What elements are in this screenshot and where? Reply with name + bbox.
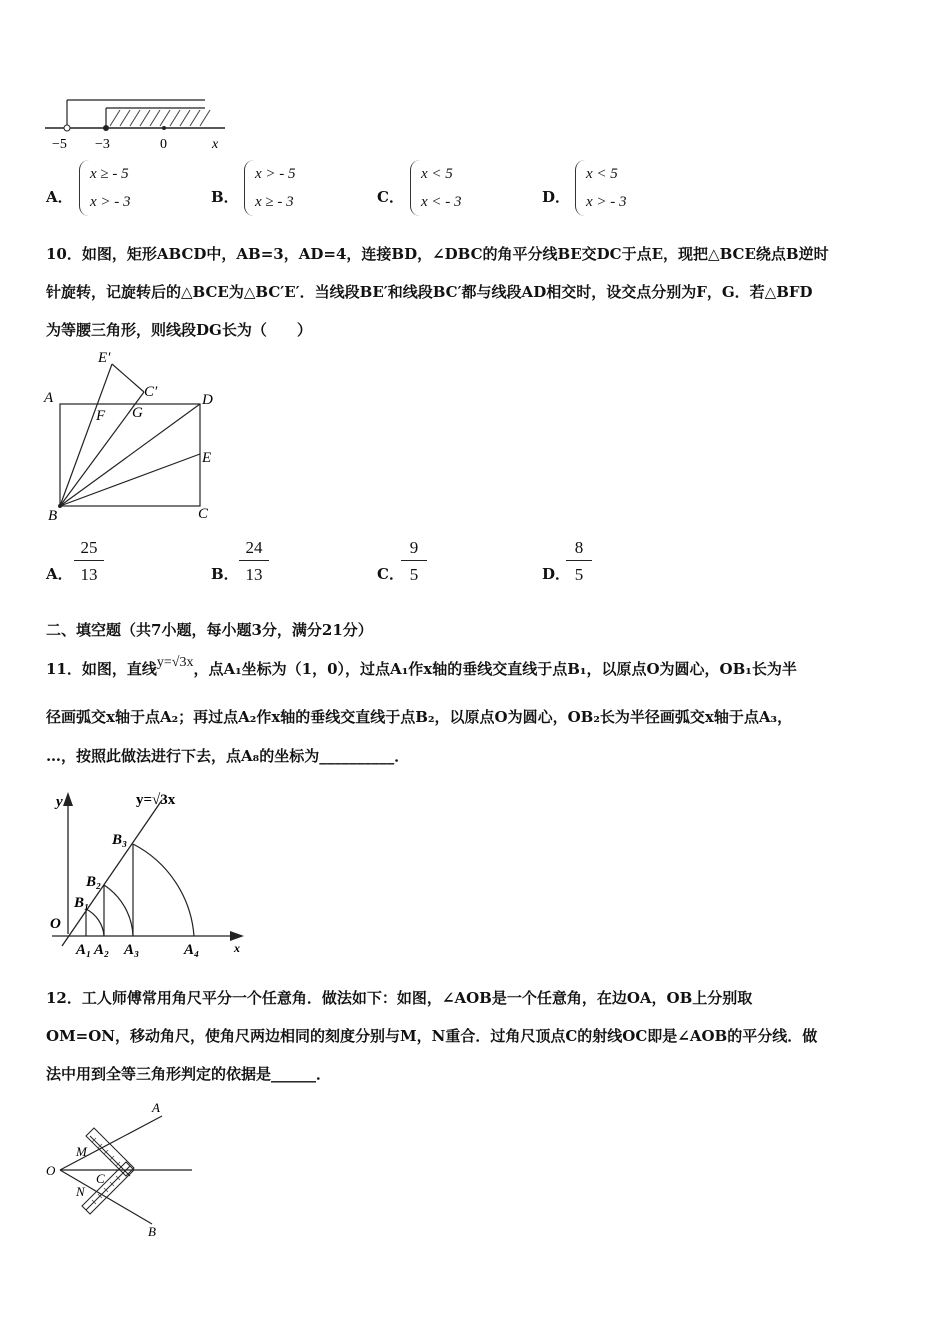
tick-0: 0 (160, 137, 167, 152)
q12-angle-ruler-figure (40, 1094, 210, 1244)
inequality-line: x ≥ - 3 (255, 194, 294, 210)
q11-line-1-end: ，点A₁坐标为（1，0），过点A₁作x轴的垂线交直线于点B₁，以原点O为圆心，OB₁长为半 (193, 660, 797, 678)
label-a4: A₄ (184, 942, 200, 958)
label-m: M (76, 1144, 87, 1159)
label-a: A (44, 390, 54, 406)
label-a3: A₃ (124, 942, 140, 958)
label-b: B (148, 1224, 156, 1239)
label-a: A (152, 1100, 160, 1115)
q12-line-2: OM=ON，移动角尺，使角尺两边相同的刻度分别与M，N重合．过角尺顶点C的射线OC即是∠AOB的平分线．做 (46, 1027, 818, 1045)
tick-neg3: −3 (95, 137, 110, 152)
q10-rectangle-figure (40, 348, 230, 528)
q11-line-1 (46, 655, 797, 681)
option-letter: C． (377, 188, 404, 206)
option-letter: A． (46, 188, 73, 206)
inequality-line: x > - 3 (586, 194, 627, 210)
q12-line-3: 法中用到全等三角形判定的依据是______． (46, 1065, 332, 1083)
label-n: N (76, 1184, 85, 1199)
label-a1: A₁ (76, 942, 92, 958)
fraction-numerator: 9 (401, 538, 427, 561)
inequality-line: x ≥ - 5 (90, 166, 129, 182)
fraction-denominator: 13 (245, 565, 263, 584)
label-c: C (96, 1171, 105, 1186)
option-letter: A． (46, 565, 73, 583)
line-equation-label: y=√3x (136, 792, 176, 808)
option-letter: B． (211, 565, 239, 583)
fraction-numerator: 25 (74, 538, 104, 561)
q10-line-1: 10．如图，矩形ABCD中，AB=3，AD=4，连接BD，∠DBC的角平分线BE交DC于点E，现把△BCE绕点B逆时 (46, 245, 829, 263)
label-o: O (50, 916, 61, 932)
fraction-denominator: 13 (80, 565, 98, 584)
tick-neg5: −5 (52, 137, 67, 152)
inequality-line: x > - 5 (255, 166, 296, 182)
option-letter: B． (211, 188, 239, 206)
q12-line-1: 12．工人师傅常用角尺平分一个任意角．做法如下：如图，∠AOB是一个任意角，在边OA，OB上分别取 (46, 989, 753, 1007)
q11-line-3: …，按照此做法进行下去，点A₈的坐标为__________． (46, 747, 410, 765)
option-letter: D． (542, 188, 571, 206)
label-c: C (198, 506, 209, 522)
inequality-line: x < - 3 (421, 194, 462, 210)
axis-label-y: y (56, 794, 63, 810)
q11-arc-figure (44, 786, 254, 962)
label-e-prime: E′ (98, 350, 111, 366)
number-line-figure (40, 92, 240, 154)
option-letter: C． (377, 565, 404, 583)
fraction-numerator: 8 (566, 538, 592, 561)
q10-options (46, 538, 926, 588)
q10-line-3: 为等腰三角形，则线段DG长为（ ） (46, 321, 312, 339)
axis-label-x: x (234, 941, 240, 955)
fraction-denominator: 5 (574, 565, 584, 584)
inequality-line: x < 5 (586, 166, 618, 182)
label-b2: B₂ (86, 874, 102, 890)
option-letter: D． (542, 565, 571, 583)
inequality-line: x > - 3 (90, 194, 131, 210)
q9-options (46, 160, 926, 220)
label-e: E (202, 450, 212, 466)
label-c-prime: C′ (144, 384, 158, 400)
label-o: O (46, 1163, 56, 1178)
label-f: F (96, 408, 106, 424)
label-b3: B₃ (112, 832, 128, 848)
q10-line-2: 针旋转，记旋转后的△BCE为△BC′E′．当线段BE′和线段BC′都与线段AD相交时，设交点分别为F，G．若△BFD (46, 283, 813, 301)
fraction-numerator: 24 (239, 538, 269, 561)
label-a2: A₂ (94, 942, 110, 958)
inequality-line: x < 5 (421, 166, 453, 182)
label-b1: B₁ (74, 895, 90, 911)
label-b: B (48, 508, 58, 524)
q11-formula: y=√3x (156, 655, 194, 670)
section-2-heading: 二、填空题（共7小题，每小题3分，满分21分） (46, 621, 373, 639)
q11-line-1-start: 11．如图，直线 (46, 660, 157, 678)
tick-x: x (212, 137, 219, 152)
q11-line-2: 径画弧交x轴于点A₂；再过点A₂作x轴的垂线交直线于点B₂，以原点O为圆心，OB₂长为半径画弧交x轴于点A₃， (46, 708, 793, 726)
label-g: G (132, 405, 143, 421)
fraction-denominator: 5 (409, 565, 419, 584)
label-d: D (202, 392, 213, 408)
